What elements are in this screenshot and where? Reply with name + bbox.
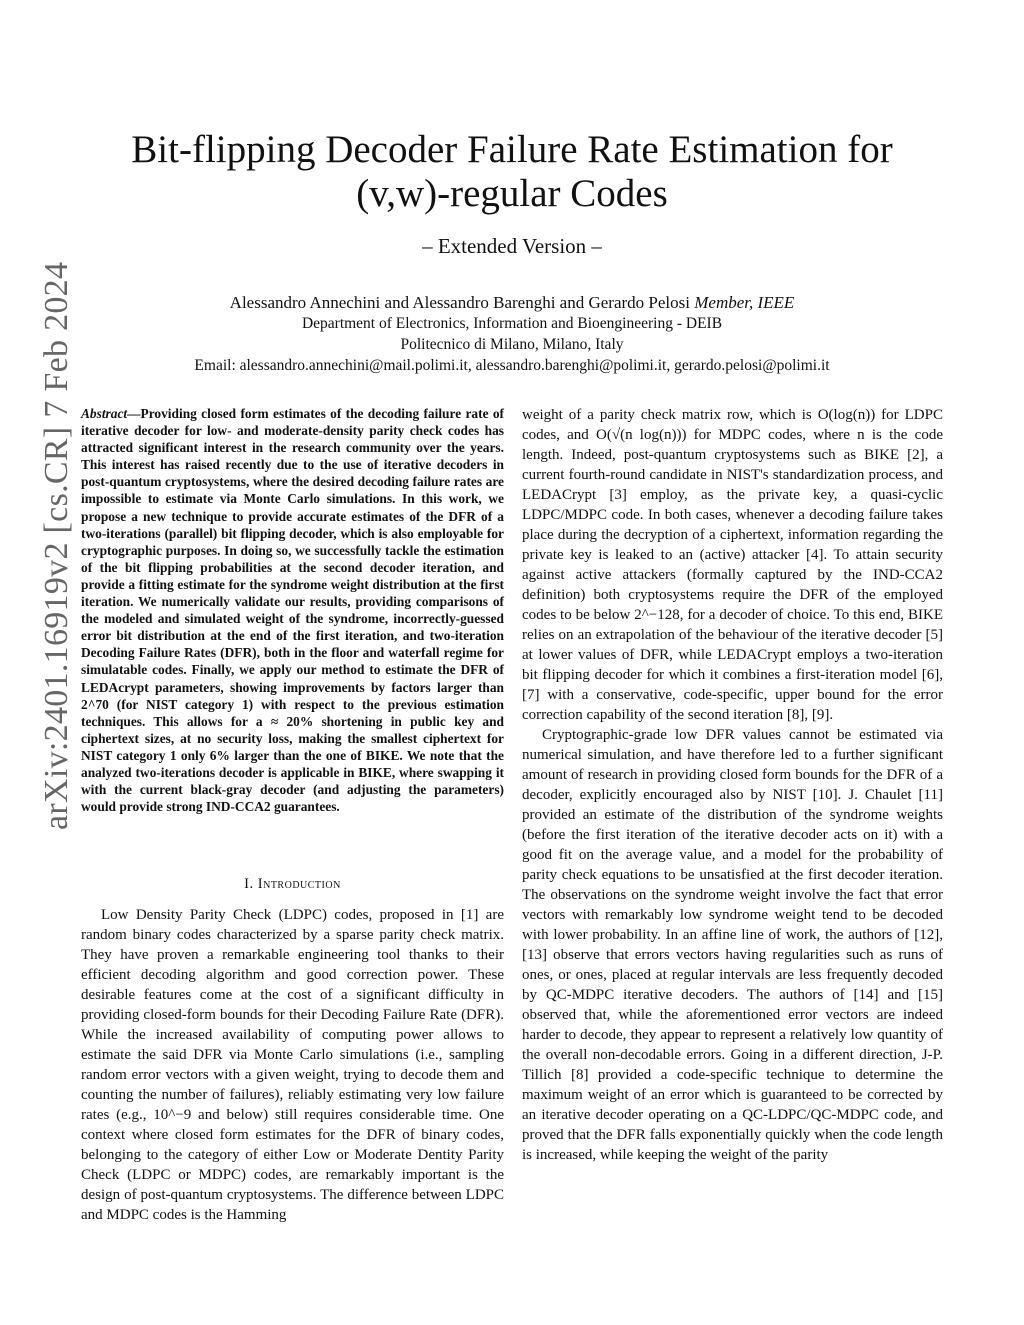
author-line <box>80 292 944 314</box>
paper-subtitle: – Extended Version – <box>422 234 602 258</box>
arxiv-identifier: arXiv:2401.16919v2 [cs.CR] 7 Feb 2024 <box>38 261 75 830</box>
author-names: Alessandro Annechini and Alessandro Barenghi and Gerardo Pelosi <box>229 293 690 312</box>
section-heading-introduction <box>81 876 504 893</box>
section-number: I. <box>244 876 254 892</box>
affiliation-department: Department of Electronics, Information and Bioengineering - DEIB <box>301 315 723 332</box>
right-paragraph-2: Cryptographic-grade low DFR values cannot be estimated via numerical simulation, and have therefore led to a further significant amount of research in providing closed form bounds for the DFR of a decoder, explicitly encouraged also by NIST [10]. J. Chaulet [11] provided an estimate of the distribution of the syndrome weights (before the first iteration of the iterative decoder acts on it) with a good fit on the average value, and a model for the probability of parity check equations to be unsatisfied at the first decoder iteration. The observations on the syndrome weight involve the fact that error vectors with remarkably low syndrome weight tend to be decoded with lower probability. In an affine line of work, the authors of [12], [13] observe that errors vectors having regularities such as runs of ones, or ones, placed at regular intervals are less frequently decoded by QC-MDPC iterative decoders. The authors of [14] and [15] observed that, while the aforementioned error vectors are indeed harder to decode, they appear to represent a relatively low quantity of the overall non-decodable errors. Going in a different direction, J-P. Tillich [8] provided a code-specific technique to determine the maximum weight of an error which is guaranteed to be corrected by an iterative decoder operating on a QC-LDPC/QC-MDPC code, and proved that the DFR falls exponentially quickly when the code length is increased, while keeping the weight of the parity <box>522 727 943 1163</box>
right-paragraph-1: weight of a parity check matrix row, which is O(log(n)) for LDPC codes, and O(√(n log(n))) for MDPC codes, where n is the code length. Indeed, post-quantum cryptosystems such as BIKE [2], a current fourth-round candidate in NIST's standardization process, and LEDACrypt [3] employ, as the private key, a quasi-cyclic LDPC/MDPC code. In both cases, whenever a decoding failure takes place during the decryption of a ciphertext, information regarding the private key is leaked to an (active) attacker [4]. To attain security against active attackers (formally captured by the IND-CCA2 definition) both cryptosystems require the DFR of the employed codes to be below 2^−128, for a decoder of choice. To this end, BIKE relies on an extrapolation of the behaviour of the iterative decoder [5] at lower values of DFR, while LEDACrypt employs a two-iteration bit flipping decoder for which it combines a first-iteration model [6], [7] with a conservative, code-specific, upper bound for the error correction capability of the second iteration [8], [9]. <box>522 407 943 723</box>
abstract-label: Abstract <box>81 406 128 421</box>
paper-title: Bit-flipping Decoder Failure Rate Estimation for (v,w)-regular Codes <box>131 128 893 215</box>
author-membership: Member, IEEE <box>694 293 795 312</box>
abstract <box>81 405 504 815</box>
section-title: Introduction <box>257 876 341 892</box>
body-column-right <box>522 405 943 1165</box>
introduction-column-left <box>81 905 504 1225</box>
affiliation-institution: Politecnico di Milano, Milano, Italy <box>400 336 624 353</box>
intro-paragraph-1: Low Density Parity Check (LDPC) codes, proposed in [1] are random binary codes characterized by a sparse parity check matrix. They have proven a remarkable engineering tool thanks to their efficient decoding algorithm and good correction power. These desirable features come at the cost of a significant difficulty in providing closed-form bounds for their Decoding Failure Rate (DFR). While the increased availability of computing power allows to estimate the said DFR via Monte Carlo simulations (i.e., sampling random error vectors with a given weight, trying to decode them and counting the number of failures), reliably estimating very low failure rates (e.g., 10^−9 and below) still requires considerable time. One context where closed form estimates for the DFR of binary codes, belonging to the category of either Low or Moderate Dentity Parity Check (LDPC or MDPC) codes, are remarkably important is the design of post-quantum cryptosystems. The difference between LDPC and MDPC codes is the Hamming <box>81 907 504 1223</box>
abstract-text: —Providing closed form estimates of the decoding failure rate of iterative decoder for low- and moderate-density parity check codes has attracted significant interest in the research community over the years. This interest has raised recently due to the use of iterative decoders in post-quantum cryptosystems, where the desired decoding failure rates are impossible to estimate via Monte Carlo simulations. In this work, we propose a new technique to provide accurate estimates of the DFR of a two-iterations (parallel) bit flipping decoder, which is also employable for cryptographic purposes. In doing so, we successfully tackle the estimation of the bit flipping probabilities at the second decoder iteration, and provide a fitting estimate for the syndrome weight distribution at the first iteration. We numerically validate our results, providing comparisons of the modeled and simulated weight of the syndrome, incorrectly-guessed error bit distribution at the end of the first iteration, and two-iteration Decoding Failure Rates (DFR), both in the floor and waterfall regime for simulatable codes. Finally, we apply our method to estimate the DFR of LEDAcrypt parameters, showing improvements by factors larger than 2^70 (for NIST category 1) with respect to the previous estimation techniques. This allows for a ≈ 20% shortening in public key and ciphertext sizes, at no security loss, making the smallest ciphertext for NIST category 1 only 6% larger than the one of BIKE. We note that the analyzed two-iterations decoder is applicable in BIKE, where swapping it with the current black-gray decoder (and adjusting the parameters) would provide strong IND-CCA2 guarantees. <box>81 406 504 815</box>
affiliation-emails: Email: alessandro.annechini@mail.polimi.it, alessandro.barenghi@polimi.it, gerardo.pelosi@polimi.it <box>194 357 830 374</box>
